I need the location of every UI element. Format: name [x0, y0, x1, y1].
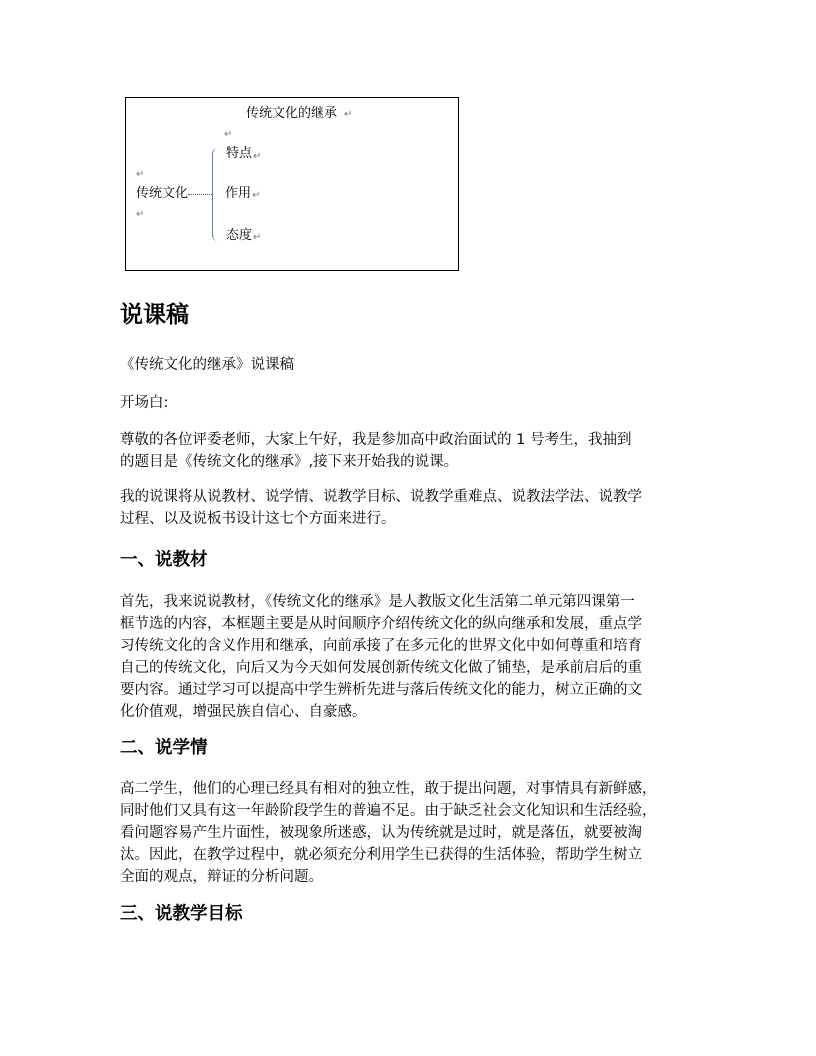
text-line: 过程、以及说板书设计这七个方面来进行。 — [120, 511, 396, 527]
paragraph-mark-icon — [136, 170, 144, 180]
paragraph-mark-icon — [344, 110, 352, 120]
opening-label: 开场白: — [120, 395, 169, 411]
board-title: 传统文化的继承 — [246, 106, 338, 121]
text-line: 看问题容易产生片面性，被现象所迷惑，认为传统就是过时，就是落伍，就要被淘 — [120, 825, 642, 841]
text-line: 高二学生，他们的心理已经具有相对的独立性，敢于提出问题，对事情具有新鲜感， — [120, 781, 657, 797]
board-design-box — [125, 97, 459, 271]
paragraph-mark-icon — [252, 191, 260, 201]
paragraph-mark-icon — [136, 210, 144, 220]
section-paragraph — [120, 591, 700, 723]
text-line: 汰。因此，在教学过程中，就必须充分利用学生已获得的生活体验，帮助学生树立 — [120, 847, 642, 863]
text-line: 的题目是《传统文化的继承》,接下来开始我的说课。 — [120, 454, 459, 470]
board-center: 传统文化 — [136, 186, 189, 201]
text-line: 化价值观，增强民族自信心、自豪感。 — [120, 704, 367, 720]
text-line: 同时他们又具有这一年龄阶段学生的普遍不足。由于缺乏社会文化知识和生活经验， — [120, 803, 657, 819]
greeting-paragraph — [120, 429, 700, 473]
section-heading: 三、说教学目标 — [120, 904, 243, 924]
text-line: 全面的观点，辩证的分析问题。 — [120, 869, 323, 885]
paragraph-mark-icon — [253, 152, 261, 162]
paragraph-mark-icon — [224, 130, 232, 140]
text-line: 尊敬的各位评委老师，大家上午好，我是参加高中政治面试的 1 号考生，我抽到 — [120, 432, 632, 448]
board-item-1: 特点 — [226, 146, 253, 161]
text-line: 首先，我来说说教材，《传统文化的继承》是人教版文化生活第二单元第四课第一 — [120, 594, 635, 610]
text-line: 自己的传统文化，向后又为今天如何发展创新传统文化做了铺垫，是承前启后的重 — [120, 660, 642, 676]
section-paragraph — [120, 778, 700, 888]
connector-dots — [188, 194, 212, 195]
text-line: 习传统文化的含义作用和继承，向前承接了在多元化的世界文化中如何尊重和培育 — [120, 638, 642, 654]
board-item-3: 态度 — [226, 228, 253, 243]
brace-line — [212, 148, 221, 241]
text-line: 要内容。通过学习可以提高中学生辨析先进与落后传统文化的能力，树立正确的文 — [120, 682, 642, 698]
board-item-2: 作用 — [225, 186, 252, 201]
text-line: 我的说课将从说教材、说学情、说教学目标、说教学重难点、说教法学法、说教学 — [120, 489, 642, 505]
paragraph-mark-icon — [253, 233, 261, 243]
section-heading: 二、说学情 — [120, 738, 208, 758]
doc-subtitle: 《传统文化的继承》说课稿 — [120, 357, 294, 373]
text-line: 框节选的内容，本框题主要是从时间顺序介绍传统文化的纵向继承和发展，重点学 — [120, 616, 642, 632]
section-heading: 一、说教材 — [120, 550, 208, 570]
outline-paragraph — [120, 486, 700, 530]
page-title: 说课稿 — [120, 302, 189, 328]
